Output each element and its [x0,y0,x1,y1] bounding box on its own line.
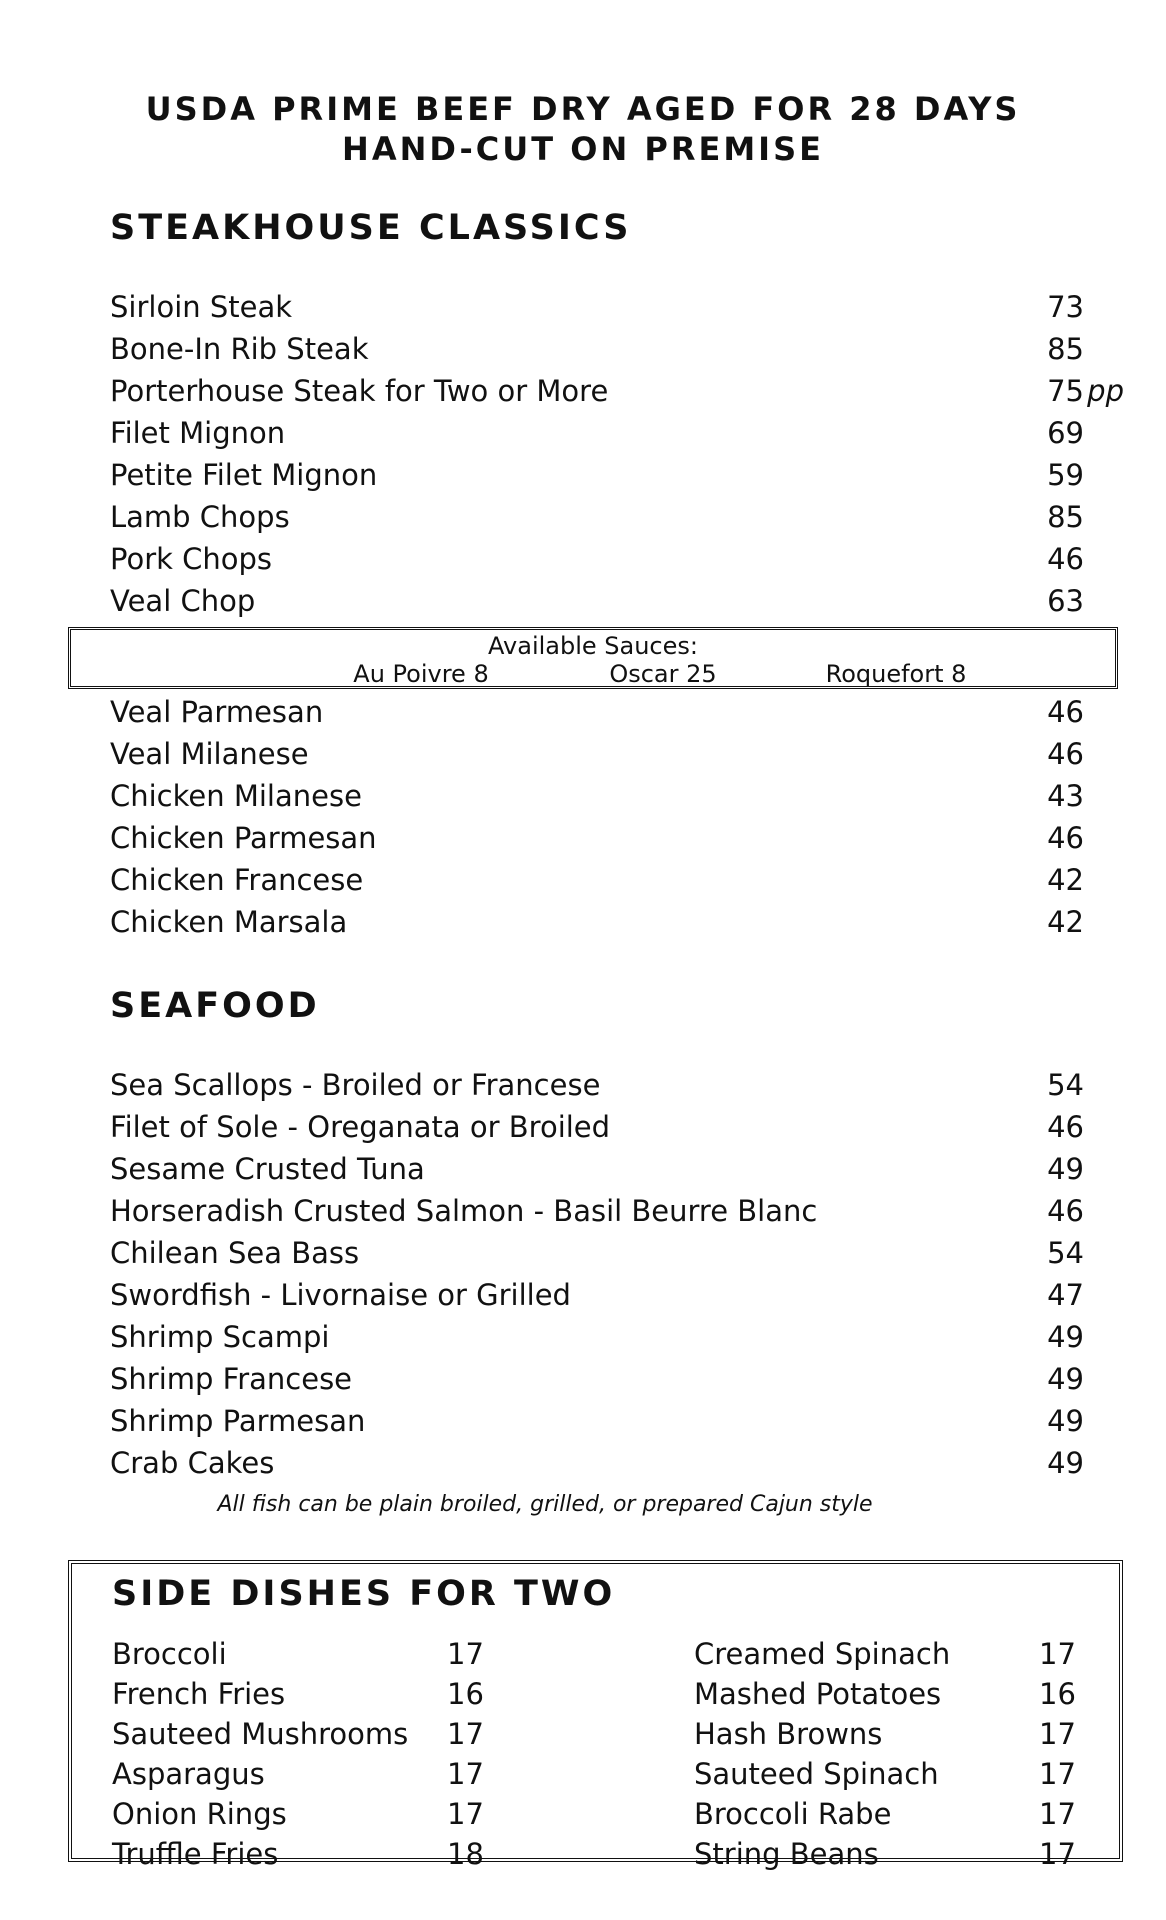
section-title-sides: SIDE DISHES FOR TWO [112,1574,616,1614]
side-item [112,1794,512,1834]
item-name: Lamb Chops [110,500,290,534]
menu-item [110,412,1110,454]
item-price: 46 [1047,737,1084,771]
side-name: Onion Rings [112,1797,287,1831]
item-name: Veal Milanese [110,737,309,771]
item-name: Crab Cakes [110,1446,275,1480]
menu-item [110,286,1110,328]
side-name: Mashed Potatoes [694,1677,942,1711]
side-item [694,1674,1094,1714]
item-price: 42 [1047,863,1084,897]
item-name: Shrimp Parmesan [110,1404,366,1438]
item-name: Veal Chop [110,584,256,618]
item-price: 46 [1047,1110,1084,1144]
side-name: Sauteed Mushrooms [112,1717,409,1751]
sauce-item: Roquefort 8 [825,660,967,688]
item-name: Horseradish Crusted Salmon - Basil Beurre Blanc [110,1194,818,1228]
menu-item [110,1442,1110,1484]
item-name: Sirloin Steak [110,290,293,324]
menu-item [110,538,1110,580]
side-item [112,1674,512,1714]
item-name: Chicken Francese [110,863,364,897]
item-name: Filet of Sole - Oreganata or Broiled [110,1110,611,1144]
menu-item [110,1148,1110,1190]
header-line-2: HAND-CUT ON PREMISE [342,130,824,168]
menu-item [110,1274,1110,1316]
side-name: String Beans [694,1837,879,1871]
menu-item [110,1064,1110,1106]
side-price: 17 [447,1757,484,1791]
side-price: 17 [1039,1757,1076,1791]
menu-item [110,496,1110,538]
side-item [112,1714,512,1754]
item-price: 85 [1047,500,1084,534]
sauce-item: Oscar 25 [609,660,717,688]
item-name: Sea Scallops - Broiled or Francese [110,1068,601,1102]
side-name: Broccoli Rabe [694,1797,892,1831]
menu-item [110,454,1110,496]
side-name: Sauteed Spinach [694,1757,939,1791]
menu-item [110,370,1124,412]
menu-item [110,1400,1110,1442]
menu-item [110,901,1110,943]
sauces-box [68,627,1118,689]
item-price: 46 [1047,695,1084,729]
steakhouse-list [110,286,1124,622]
side-item [112,1634,512,1674]
menu-item [110,859,1110,901]
side-item [694,1834,1094,1874]
side-item [694,1754,1094,1794]
menu-item [110,691,1110,733]
menu-item [110,328,1110,370]
item-price: 54 [1047,1236,1084,1270]
side-name: Creamed Spinach [694,1637,951,1671]
item-price: 73 [1047,290,1084,324]
sides-box [68,1560,1123,1871]
section-title-seafood: SEAFOOD [110,986,320,1026]
side-name: Asparagus [112,1757,265,1791]
sauces-title: Available Sauces: [488,632,698,660]
item-price: 47 [1047,1278,1084,1312]
side-item [694,1634,1094,1674]
side-item [694,1714,1094,1754]
side-item [694,1794,1094,1834]
item-price: 43 [1047,779,1084,813]
menu-item [110,1106,1110,1148]
item-price: 49 [1047,1362,1084,1396]
sides-right-column [694,1634,1094,1874]
menu-item [110,1232,1110,1274]
header-line-1: USDA PRIME BEEF DRY AGED FOR 28 DAYS [145,90,1021,128]
side-item [112,1834,512,1874]
menu-item [110,1190,1110,1232]
menu-item [110,775,1110,817]
item-price: 85 [1047,332,1084,366]
side-price: 17 [447,1637,484,1671]
item-unit: pp [1087,374,1124,408]
item-price: 49 [1047,1446,1084,1480]
seafood-note: All fish can be plain broiled, grilled, or prepared Cajun style [217,1492,873,1517]
menu-item [110,1358,1110,1400]
item-name: Shrimp Scampi [110,1320,330,1354]
item-price: 46 [1047,542,1084,576]
item-name: Chicken Milanese [110,779,362,813]
item-name: Filet Mignon [110,416,286,450]
side-name: French Fries [112,1677,286,1711]
item-name: Chilean Sea Bass [110,1236,360,1270]
item-name: Chicken Parmesan [110,821,377,855]
item-name: Swordfish - Livornaise or Grilled [110,1278,571,1312]
item-name: Sesame Crusted Tuna [110,1152,425,1186]
side-price: 18 [447,1837,484,1871]
side-price: 16 [447,1677,484,1711]
item-price: 75 [1047,374,1084,408]
item-price: 69 [1047,416,1084,450]
item-name: Petite Filet Mignon [110,458,378,492]
item-price: 54 [1047,1068,1084,1102]
item-name: Chicken Marsala [110,905,348,939]
side-name: Broccoli [112,1637,227,1671]
item-name: Bone-In Rib Steak [110,332,369,366]
side-price: 17 [1039,1797,1076,1831]
veal-chicken-list [110,691,1110,943]
side-item [112,1754,512,1794]
side-price: 17 [1039,1837,1076,1871]
seafood-list [110,1064,1110,1484]
side-name: Truffle Fries [112,1837,279,1871]
item-name: Porterhouse Steak for Two or More [110,374,609,408]
item-price: 49 [1047,1404,1084,1438]
item-name: Pork Chops [110,542,273,576]
side-price: 17 [1039,1717,1076,1751]
side-price: 17 [1039,1637,1076,1671]
item-price: 42 [1047,905,1084,939]
sauce-item: Au Poivre 8 [353,660,489,688]
item-price: 49 [1047,1152,1084,1186]
menu-item [110,817,1110,859]
menu-item [110,580,1110,622]
item-price: 46 [1047,1194,1084,1228]
item-price: 63 [1047,584,1084,618]
side-name: Hash Browns [694,1717,883,1751]
menu-item [110,1316,1110,1358]
side-price: 16 [1039,1677,1076,1711]
item-price: 59 [1047,458,1084,492]
item-name: Shrimp Francese [110,1362,353,1396]
section-title-steakhouse: STEAKHOUSE CLASSICS [110,208,632,248]
side-price: 17 [447,1797,484,1831]
sides-left-column [112,1634,512,1874]
item-price: 49 [1047,1320,1084,1354]
item-price: 46 [1047,821,1084,855]
menu-item [110,733,1110,775]
item-name: Veal Parmesan [110,695,324,729]
side-price: 17 [447,1717,484,1751]
